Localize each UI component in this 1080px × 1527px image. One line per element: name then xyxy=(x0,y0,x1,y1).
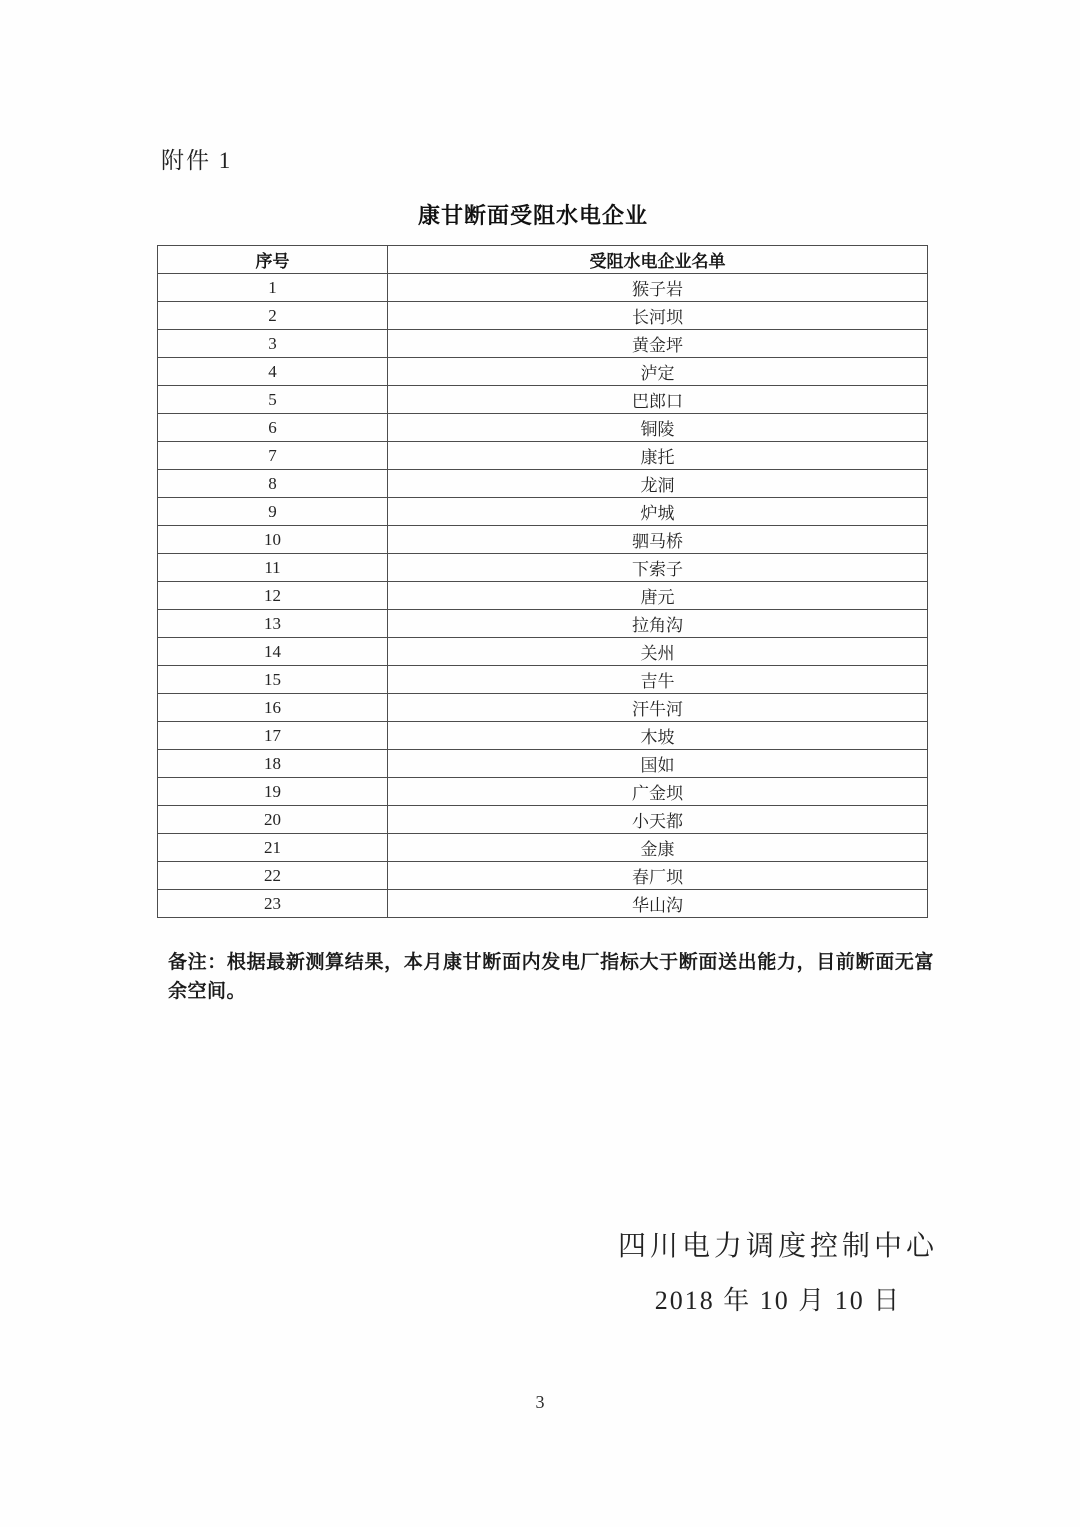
plant-name-cell: 长河坝 xyxy=(388,302,928,330)
plant-name-cell: 华山沟 xyxy=(388,890,928,918)
table-row xyxy=(158,778,928,806)
plant-name-cell: 驷马桥 xyxy=(388,526,928,554)
plant-name-cell: 下索子 xyxy=(388,554,928,582)
table-row xyxy=(158,526,928,554)
plant-name-cell: 小天都 xyxy=(388,806,928,834)
page-title: 康甘断面受阻水电企业 xyxy=(417,203,648,228)
table-row xyxy=(158,834,928,862)
plant-name-cell: 拉角沟 xyxy=(388,610,928,638)
row-index-cell: 16 xyxy=(158,694,388,722)
row-index-cell: 4 xyxy=(158,358,388,386)
plant-name-cell: 汗牛河 xyxy=(388,694,928,722)
blocked-plants-table xyxy=(157,245,928,918)
plant-name-cell: 巴郎口 xyxy=(388,386,928,414)
plant-name-cell: 铜陵 xyxy=(388,414,928,442)
row-index-cell: 14 xyxy=(158,638,388,666)
table-row xyxy=(158,470,928,498)
table-header-row xyxy=(158,246,928,274)
issue-date: 2018 年 10 月 10 日 xyxy=(654,1286,902,1315)
table-row xyxy=(158,610,928,638)
table-row xyxy=(158,386,928,414)
table-row xyxy=(158,358,928,386)
row-index-cell: 6 xyxy=(158,414,388,442)
plant-name-cell: 唐元 xyxy=(388,582,928,610)
row-index-cell: 1 xyxy=(158,274,388,302)
row-index-cell: 19 xyxy=(158,778,388,806)
plant-name-cell: 吉牛 xyxy=(388,666,928,694)
index-column-header: 序号 xyxy=(158,246,388,274)
plant-name-cell: 金康 xyxy=(388,834,928,862)
table-row xyxy=(158,498,928,526)
row-index-cell: 21 xyxy=(158,834,388,862)
table-header xyxy=(158,246,928,274)
row-index-cell: 8 xyxy=(158,470,388,498)
row-index-cell: 7 xyxy=(158,442,388,470)
plant-name-cell: 炉城 xyxy=(388,498,928,526)
plant-name-cell: 春厂坝 xyxy=(388,862,928,890)
table-row xyxy=(158,330,928,358)
row-index-cell: 18 xyxy=(158,750,388,778)
table-row xyxy=(158,554,928,582)
row-index-cell: 22 xyxy=(158,862,388,890)
plant-name-cell: 黄金坪 xyxy=(388,330,928,358)
table-row xyxy=(158,666,928,694)
name-column-header: 受阻水电企业名单 xyxy=(388,246,928,274)
issuing-organization: 四川电力调度控制中心 xyxy=(617,1231,938,1262)
table-body xyxy=(158,274,928,918)
table-row xyxy=(158,806,928,834)
plant-name-cell: 广金坝 xyxy=(388,778,928,806)
row-index-cell: 10 xyxy=(158,526,388,554)
row-index-cell: 12 xyxy=(158,582,388,610)
row-index-cell: 9 xyxy=(158,498,388,526)
plant-name-cell: 木坡 xyxy=(388,722,928,750)
row-index-cell: 2 xyxy=(158,302,388,330)
row-index-cell: 17 xyxy=(158,722,388,750)
row-index-cell: 11 xyxy=(158,554,388,582)
page-number: 3 xyxy=(535,1392,545,1412)
row-index-cell: 15 xyxy=(158,666,388,694)
table-row xyxy=(158,862,928,890)
row-index-cell: 23 xyxy=(158,890,388,918)
plant-name-cell: 康托 xyxy=(388,442,928,470)
footnote: 备注：根据最新测算结果，本月康甘断面内发电厂指标大于断面送出能力，目前断面无富余空间。 xyxy=(168,952,934,1002)
table-row xyxy=(158,442,928,470)
plant-name-cell: 关州 xyxy=(388,638,928,666)
table-row xyxy=(158,750,928,778)
row-index-cell: 13 xyxy=(158,610,388,638)
plant-name-cell: 泸定 xyxy=(388,358,928,386)
row-index-cell: 5 xyxy=(158,386,388,414)
table-row xyxy=(158,722,928,750)
row-index-cell: 20 xyxy=(158,806,388,834)
table-row xyxy=(158,582,928,610)
table-row xyxy=(158,414,928,442)
plant-name-cell: 龙洞 xyxy=(388,470,928,498)
plant-name-cell: 国如 xyxy=(388,750,928,778)
table-row xyxy=(158,638,928,666)
table-row xyxy=(158,890,928,918)
table-row xyxy=(158,274,928,302)
row-index-cell: 3 xyxy=(158,330,388,358)
table-row xyxy=(158,302,928,330)
plant-name-cell: 猴子岩 xyxy=(388,274,928,302)
attachment-label: 附件 1 xyxy=(161,148,233,173)
table-row xyxy=(158,694,928,722)
